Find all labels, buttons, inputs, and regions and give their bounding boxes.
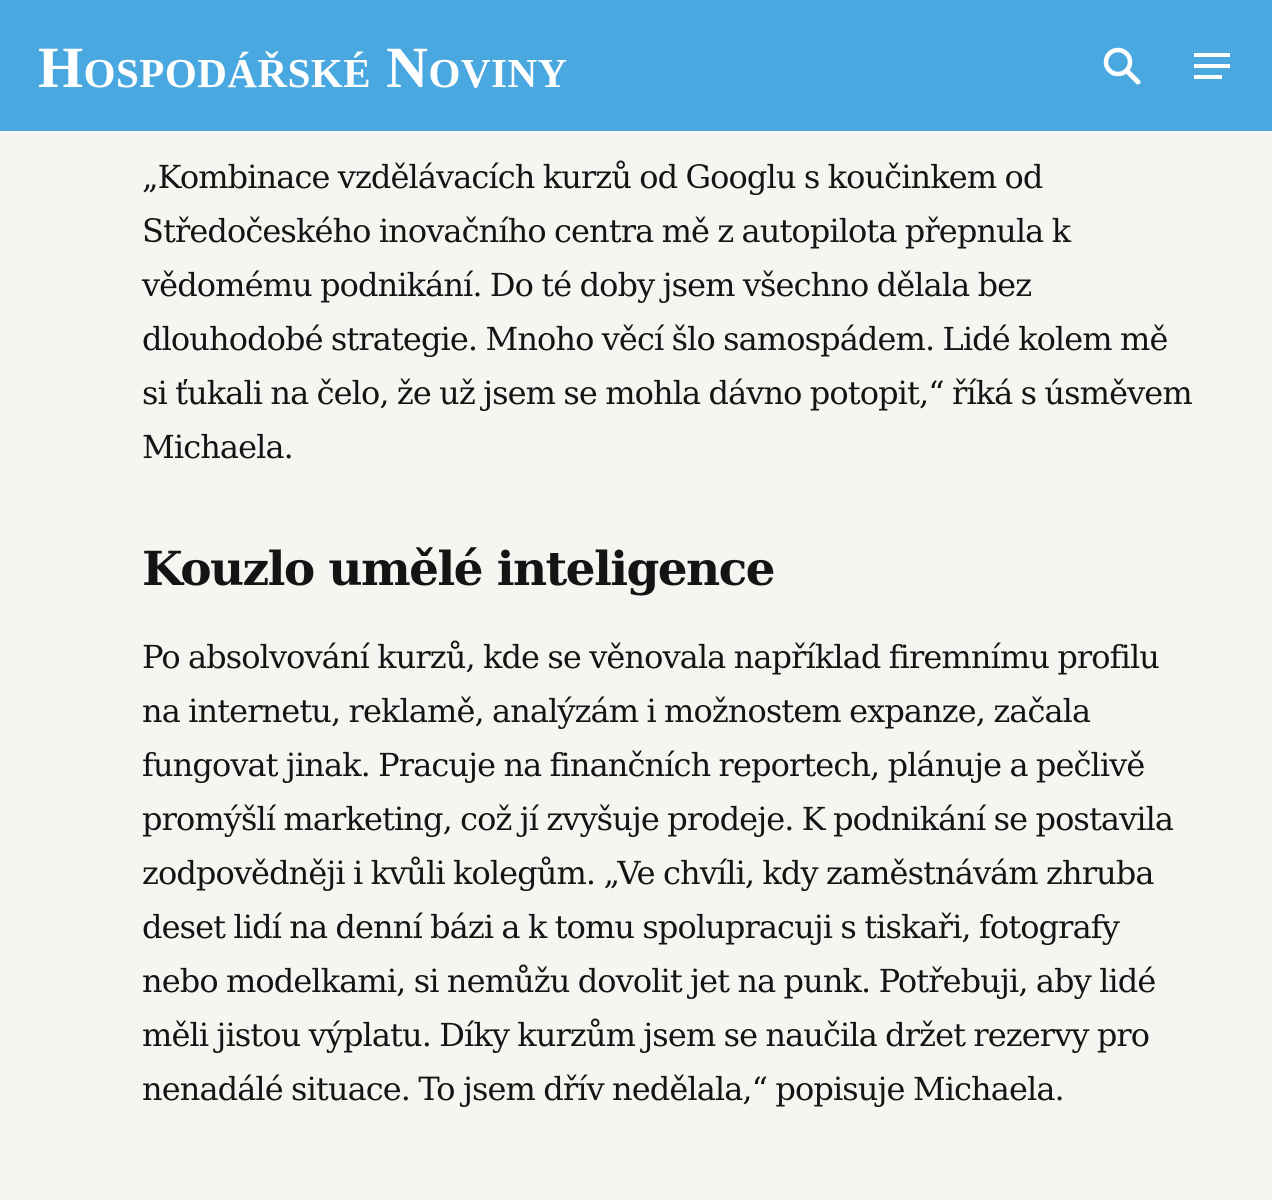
section-heading: Kouzlo umělé inteligence bbox=[142, 542, 774, 597]
menu-button[interactable] bbox=[1186, 40, 1238, 92]
site-logo[interactable]: Hospodářské Noviny bbox=[38, 35, 568, 100]
search-button[interactable] bbox=[1096, 40, 1148, 92]
search-icon bbox=[1100, 44, 1144, 88]
article-paragraph: „Kombinace vzdělávacích kurzů od Googlu s koučinkem od Středočeského inovačního centra mě z autopilota přepnula k vědomému podnikání. Do té doby jsem všechno dělala bez dlouhodobé strategie. Mnoho věcí šlo samospádem. Lidé kolem mě si ťukali na čelo, že už jsem se mohla dávno potopit,“ říká s úsměvem Michaela. bbox=[142, 158, 1192, 466]
hamburger-menu-icon bbox=[1192, 51, 1232, 81]
article-paragraph: Po absolvování kurzů, kde se věnovala například firemnímu profilu na internetu, reklamě, analýzám i možnostem expanze, začala fungovat jinak. Pracuje na finančních reportech, plánuje a pečlivě promýšlí marketing, což jí zvyšuje prodeje. K podnikání se postavila zodpovědněji i kvůli kolegům. „Ve chvíli, kdy zaměstnávám zhruba deset lidí na denní bázi a k tomu spolupracuji s tiskaři, fotografy nebo modelkami, si nemůžu dovolit jet na punk. Potřebuji, aby lidé měli jistou výplatu. Díky kurzům jsem se naučila držet rezervy pro nenadálé situace. To jsem dřív nedělala,“ popisuje Michaela. bbox=[142, 638, 1174, 1108]
article-body bbox=[142, 150, 1192, 1116]
site-header bbox=[0, 0, 1272, 131]
